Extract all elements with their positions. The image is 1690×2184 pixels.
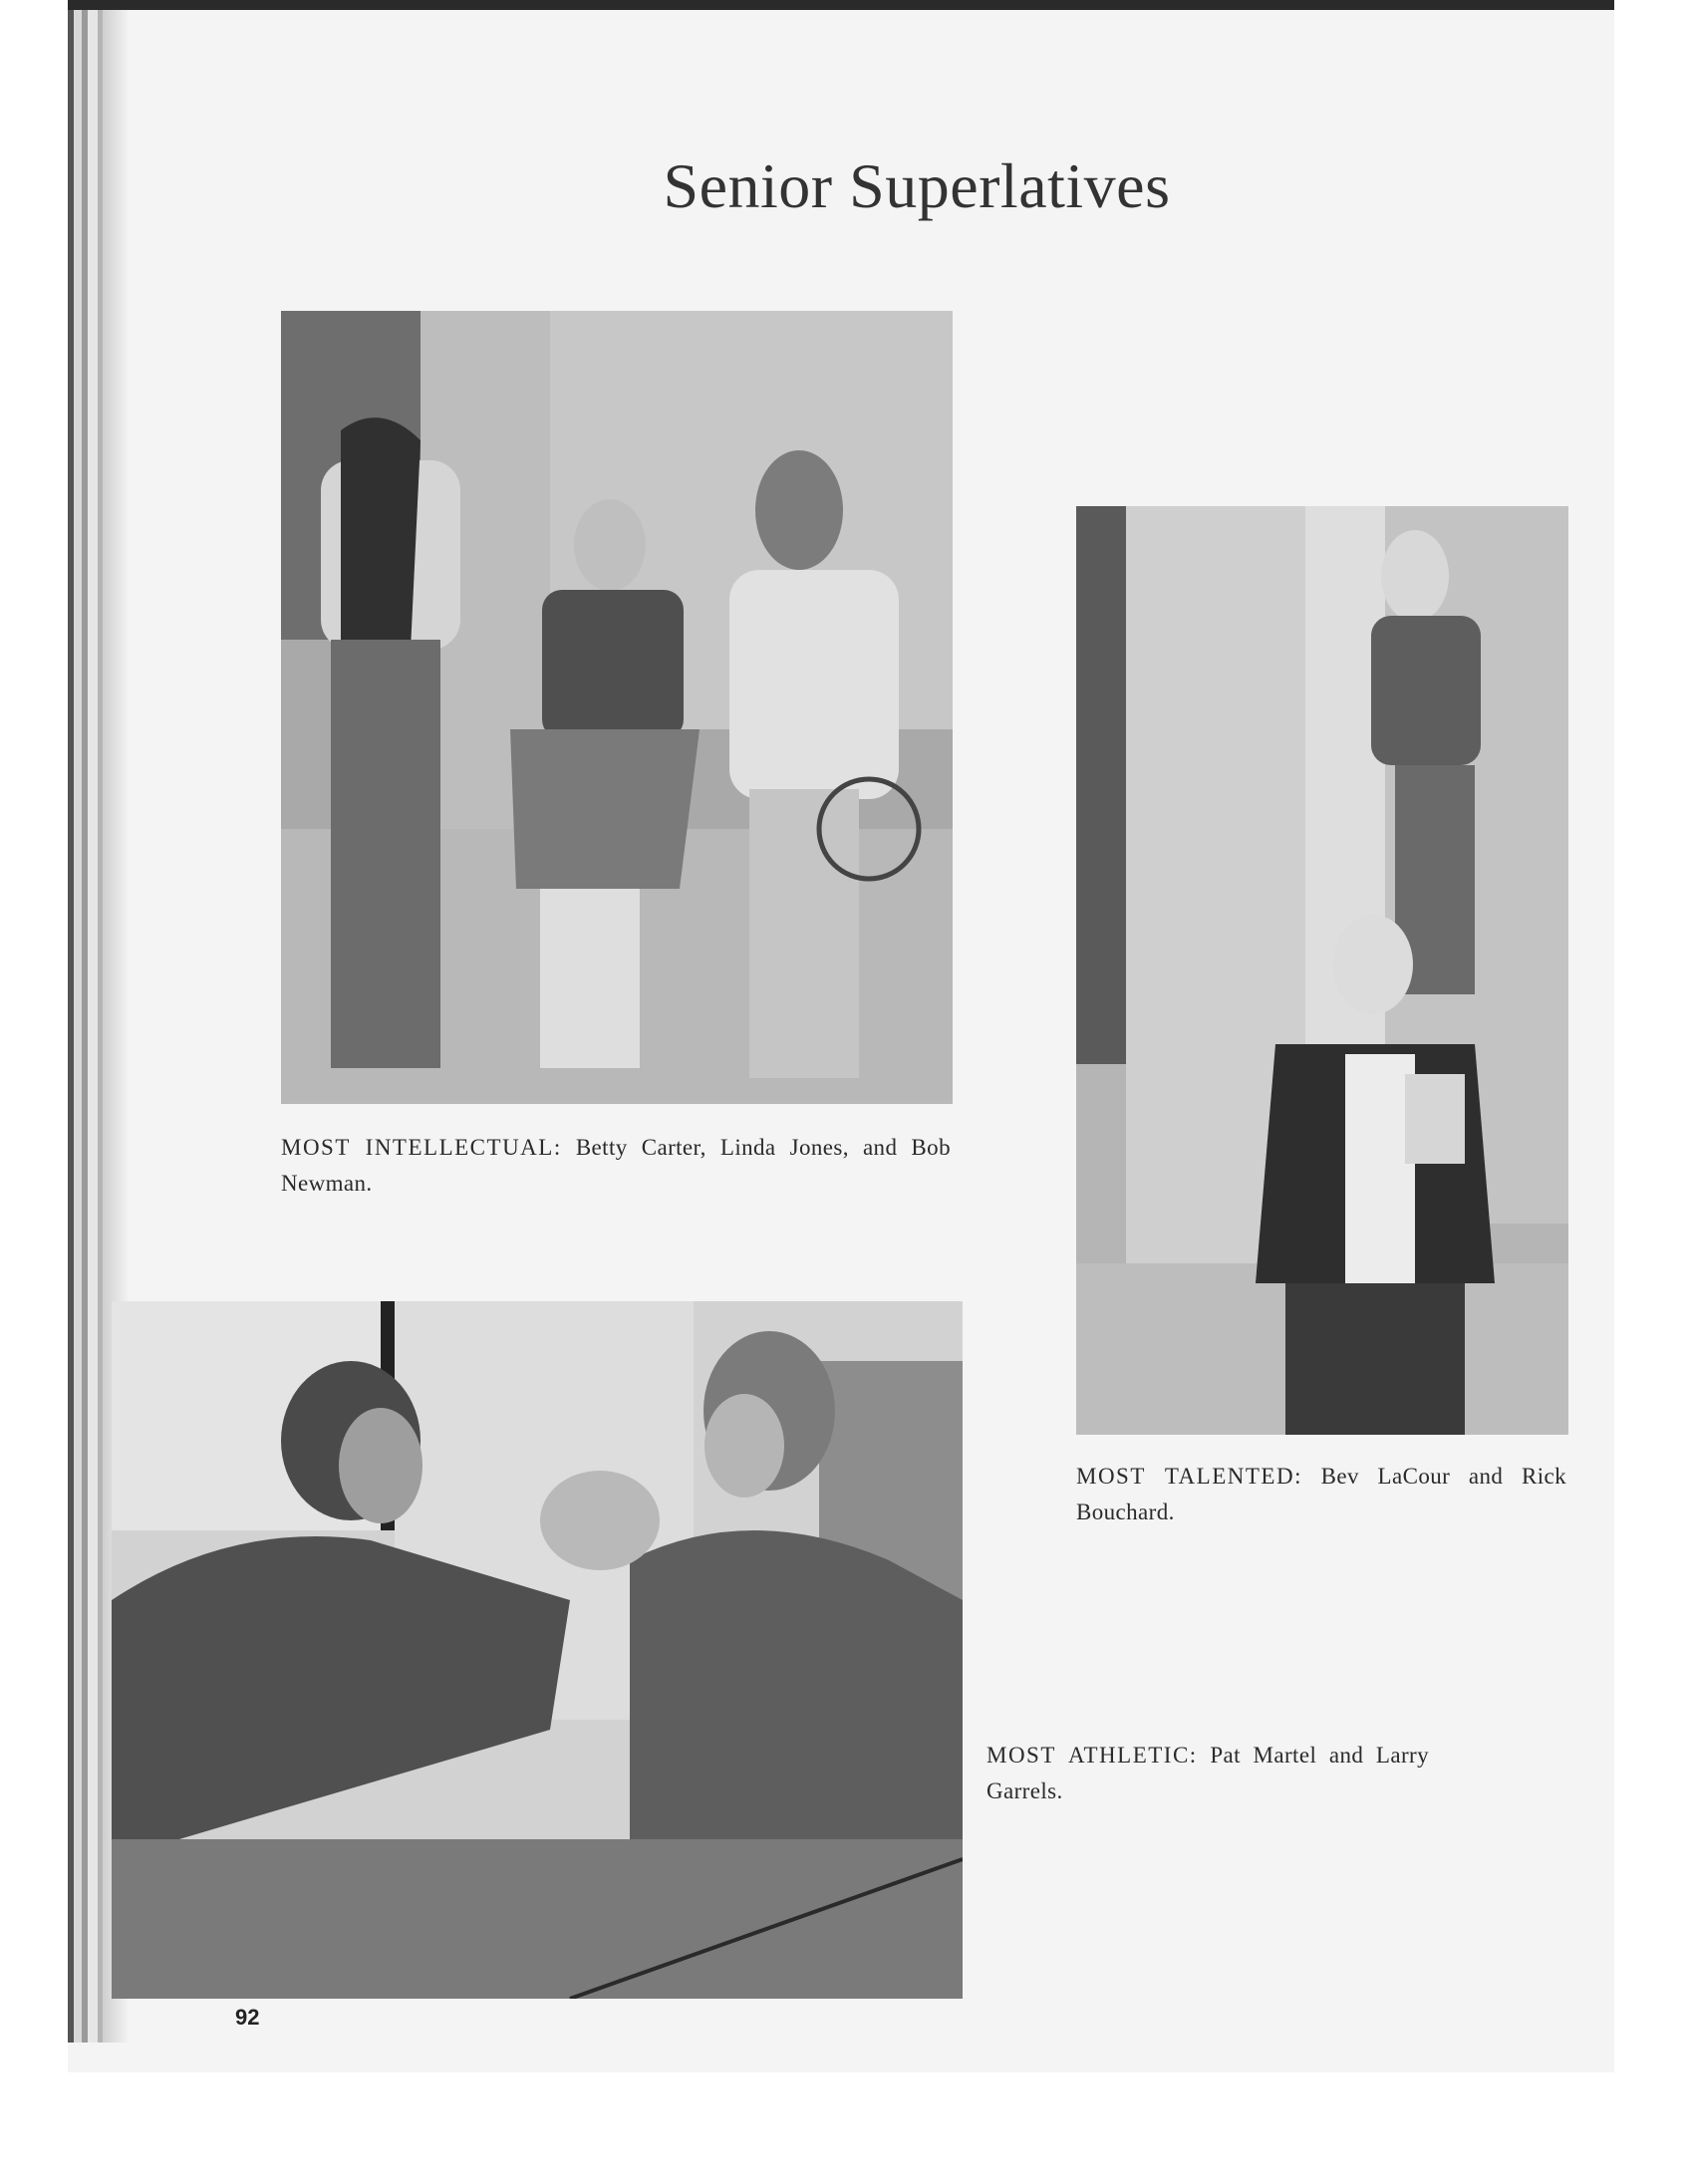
caption-names: Betty Carter, Linda Jones, and Bob Newman. [281,1135,951,1196]
photo-most-athletic [112,1301,963,1999]
caption-heading: MOST INTELLECTUAL: [281,1135,562,1160]
page-number: 92 [235,2005,260,2030]
page-top-edge [68,0,1614,10]
caption-heading: MOST TALENTED: [1076,1464,1302,1489]
caption-names: Pat Martel and Larry Garrels. [986,1743,1429,1803]
page-title: Senior Superlatives [663,150,1171,221]
photo-most-intellectual [281,311,953,1104]
caption-most-athletic [986,1738,1429,1809]
caption-names: Bev LaCour and Rick Bouchard. [1076,1464,1566,1524]
caption-most-talented [1076,1459,1566,1530]
photo-most-talented [1076,506,1568,1435]
caption-most-intellectual [281,1130,951,1202]
caption-heading: MOST ATHLETIC: [986,1743,1198,1768]
